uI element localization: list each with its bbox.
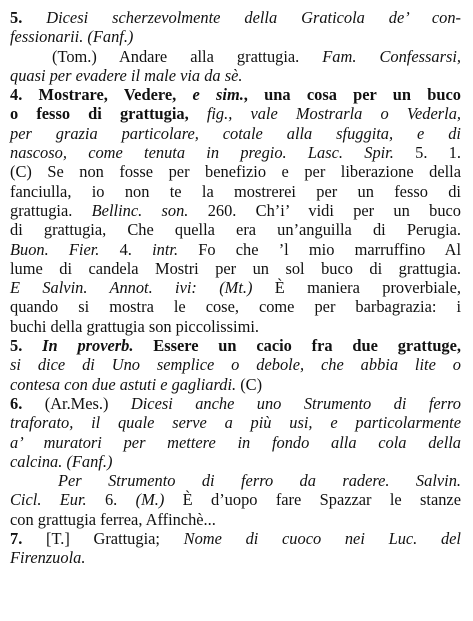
- text-run: È d’uopo fare Spazzar le stanze: [164, 490, 461, 510]
- text-line: [10, 162, 461, 181]
- text-run: e sim.: [192, 85, 244, 105]
- text-run: [T.]: [46, 529, 70, 549]
- text-run: 4. Mostrare, Vedere,: [10, 85, 193, 105]
- text-line: [10, 124, 461, 143]
- text-run: fig., vale Mostrarla o Vederla,: [206, 104, 461, 124]
- text-run: buchi della grattugia son piccolissimi.: [10, 316, 259, 336]
- text-run: (C): [236, 374, 263, 394]
- text-run: 6.: [86, 490, 136, 510]
- text-run: Dicesi anche uno Strumento di ferro: [130, 393, 461, 413]
- text-line: [10, 259, 461, 278]
- text-line: [10, 27, 461, 46]
- text-run: 260. Ch’i’ vidi per un buco: [188, 200, 461, 220]
- text-line: [10, 104, 461, 123]
- text-line: [10, 471, 461, 490]
- text-run: 5.: [10, 336, 43, 356]
- text-line: [10, 201, 461, 220]
- text-run: traforato, il quale serve a più usi, e particolarmente: [10, 413, 461, 433]
- text-run: grattugia.: [10, 200, 92, 220]
- text-run: o fesso di grattugia,: [10, 104, 207, 124]
- text-line: [10, 47, 461, 66]
- text-run: Essere un cacio fra due grattuge,: [133, 336, 462, 356]
- text-line: [10, 548, 461, 567]
- text-line: [10, 220, 461, 239]
- text-run: , una cosa per un buco: [243, 85, 461, 105]
- text-line: [10, 490, 461, 509]
- text-line: [10, 452, 461, 471]
- text-run: 7.: [10, 529, 46, 549]
- text-line: [10, 355, 461, 374]
- text-line: [10, 297, 461, 316]
- text-run: Firenzuola.: [10, 548, 86, 568]
- text-line: [10, 85, 461, 104]
- text-line: [10, 413, 461, 432]
- text-run: Nome di cuoco nei Luc. del: [183, 529, 461, 549]
- text-run: contesa con due astuti e gagliardi.: [10, 374, 237, 394]
- text-line: [10, 182, 461, 201]
- text-line: [10, 336, 461, 355]
- text-run: 4.: [99, 239, 153, 259]
- text-run: (Ar.Mes.): [44, 393, 131, 413]
- text-run: calcina. (Fanf.): [10, 451, 113, 471]
- text-line: [10, 278, 461, 297]
- text-line: [10, 394, 461, 413]
- text-run: fessionarii. (Fanf.): [10, 27, 134, 47]
- text-line: [10, 66, 461, 85]
- text-run: si dice di Uno semplice o debole, che abbia lite o: [10, 355, 461, 375]
- text-run: (C) Se non fosse per benefizio e per liberazione della: [10, 162, 461, 182]
- text-run: E Salvin. Annot. ivi: (Mt.): [10, 278, 253, 298]
- text-run: In proverb.: [42, 336, 134, 356]
- text-line: [10, 8, 461, 27]
- text-run: lume di candela Mostri per un sol buco di grattugia.: [10, 258, 461, 278]
- text-run: con grattugia ferrea, Affinchè...: [10, 509, 216, 529]
- text-run: Dicesi scherzevolmente della Graticola de’ con-: [46, 8, 461, 27]
- text-line: [10, 375, 461, 394]
- text-line: [10, 510, 461, 529]
- text-run: È maniera proverbiale,: [252, 278, 461, 298]
- text-run: Fam. Confessarsi,: [322, 46, 461, 66]
- text-line: [10, 433, 461, 452]
- text-run: nascoso, come tenuta in pregio. Lasc. Spir.: [10, 143, 394, 163]
- text-line: [10, 143, 461, 162]
- text-run: di grattugia, Che quella era un’anguilla di Perugia.: [10, 220, 461, 240]
- text-run: Per Strumento di ferro da radere. Salvin.: [58, 471, 461, 491]
- text-line: [10, 240, 461, 259]
- text-run: quasi per evadere il male via da sè.: [10, 65, 243, 85]
- text-line: [10, 317, 461, 336]
- text-run: fanciulla, io non te la mostrerei per un fesso di: [10, 181, 461, 201]
- text-run: a’ muratori per mettere in fondo alla cola della: [10, 432, 461, 452]
- text-run: intr.: [152, 239, 179, 259]
- text-line: [10, 529, 461, 548]
- text-run: (Tom.) Andare alla grattugia.: [52, 46, 323, 66]
- text-run: Grattugia;: [69, 529, 184, 549]
- text-run: Cicl. Eur.: [10, 490, 87, 510]
- text-run: 6.: [10, 393, 45, 413]
- text-run: quando si mostra le cose, come per barbagrazia: i: [10, 297, 461, 317]
- text-run: (M.): [135, 490, 165, 510]
- text-run: Buon. Fier.: [10, 239, 100, 259]
- text-run: Fo che ’l mio marruffino Al: [178, 239, 461, 259]
- text-run: per grazia particolare, cotale alla sfuggita, e di: [10, 123, 461, 143]
- text-run: Bellinc. son.: [91, 200, 189, 220]
- text-run: 5. 1.: [393, 143, 462, 163]
- text-run: 5.: [10, 8, 47, 27]
